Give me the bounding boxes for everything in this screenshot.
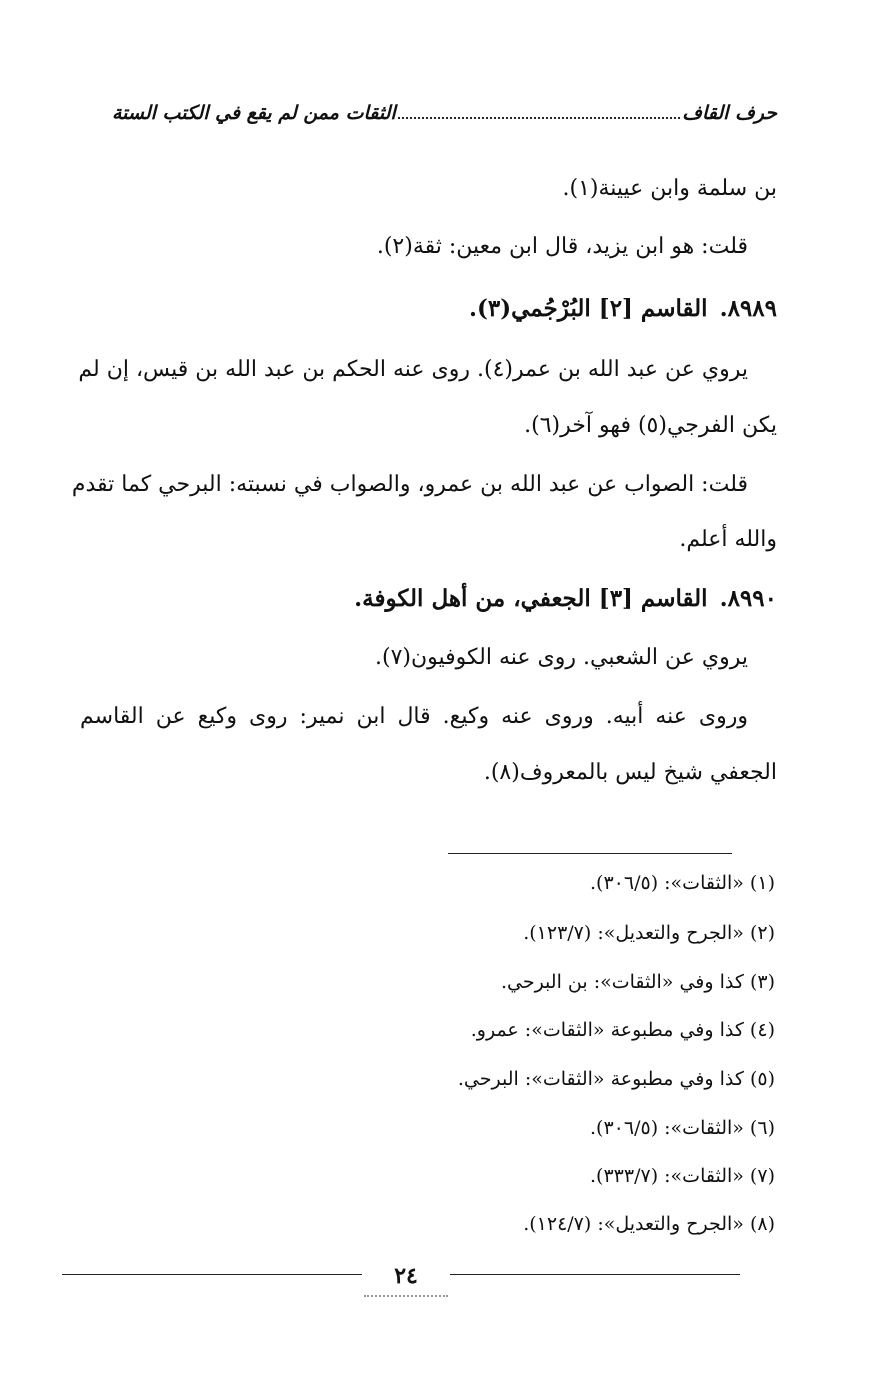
- text-line: يروي عن عبد الله بن عمر(٤). روى عنه الحكم بن عبد الله بن قيس، إن لم: [78, 357, 748, 382]
- header-dot-leader: [398, 116, 681, 119]
- running-header: [112, 102, 777, 136]
- footnote: (٨) «الجرح والتعديل»: (١٢٤/٧).: [523, 1213, 775, 1235]
- text-line: وروى عنه أبيه. وروى عنه وكيع. قال ابن نمير: روى وكيع عن القاسم: [80, 704, 748, 729]
- footnote: (٦) «الثقات»: (٣٠٦/٥).: [590, 1117, 775, 1139]
- header-book-title: الثقات ممن لم يقع في الكتب الستة: [112, 102, 396, 124]
- footnote: (٤) كذا وفي مطبوعة «الثقات»: عمرو.: [470, 1019, 775, 1041]
- text-line: قلت: هو ابن يزيد، قال ابن معين: ثقة(٢).: [376, 234, 748, 259]
- footnote: (٣) كذا وفي «الثقات»: بن البرحي.: [500, 971, 775, 993]
- footnote: (١) «الثقات»: (٣٠٦/٥).: [590, 872, 775, 894]
- page-number: ٢٤: [364, 1257, 448, 1297]
- bottom-rule: [62, 1274, 362, 1275]
- footnote: (٢) «الجرح والتعديل»: (١٢٣/٧).: [523, 922, 775, 944]
- text-line: قلت: الصواب عن عبد الله بن عمرو، والصواب في نسبته: البرحي كما تقدم: [71, 472, 748, 497]
- text-line: يروي عن الشعبي. روى عنه الكوفيون(٧).: [375, 645, 748, 670]
- entry-number: ٨٩٨٩.: [719, 295, 777, 322]
- header-chapter: حرف القاف: [682, 102, 777, 124]
- entry-heading: [80, 295, 777, 322]
- text-line: يكن الفرجي(٥) فهو آخر(٦).: [524, 413, 777, 438]
- footnote: (٧) «الثقات»: (٣٣٣/٧).: [590, 1165, 775, 1187]
- text-line: بن سلمة وابن عيينة(١).: [562, 176, 777, 201]
- entry-heading: [80, 585, 777, 612]
- footnote: (٥) كذا وفي مطبوعة «الثقات»: البرحي.: [457, 1068, 775, 1090]
- text-line: الجعفي شيخ ليس بالمعروف(٨).: [483, 760, 777, 785]
- entry-title: القاسم [٣] الجعفي، من أهل الكوفة.: [354, 585, 708, 612]
- footnote-separator: [448, 853, 732, 854]
- bottom-rule: [450, 1274, 740, 1275]
- entry-number: ٨٩٩٠.: [719, 585, 777, 612]
- text-line: والله أعلم.: [679, 527, 777, 552]
- entry-title: القاسم [٢] البُرْجُمي(٣).: [468, 295, 708, 322]
